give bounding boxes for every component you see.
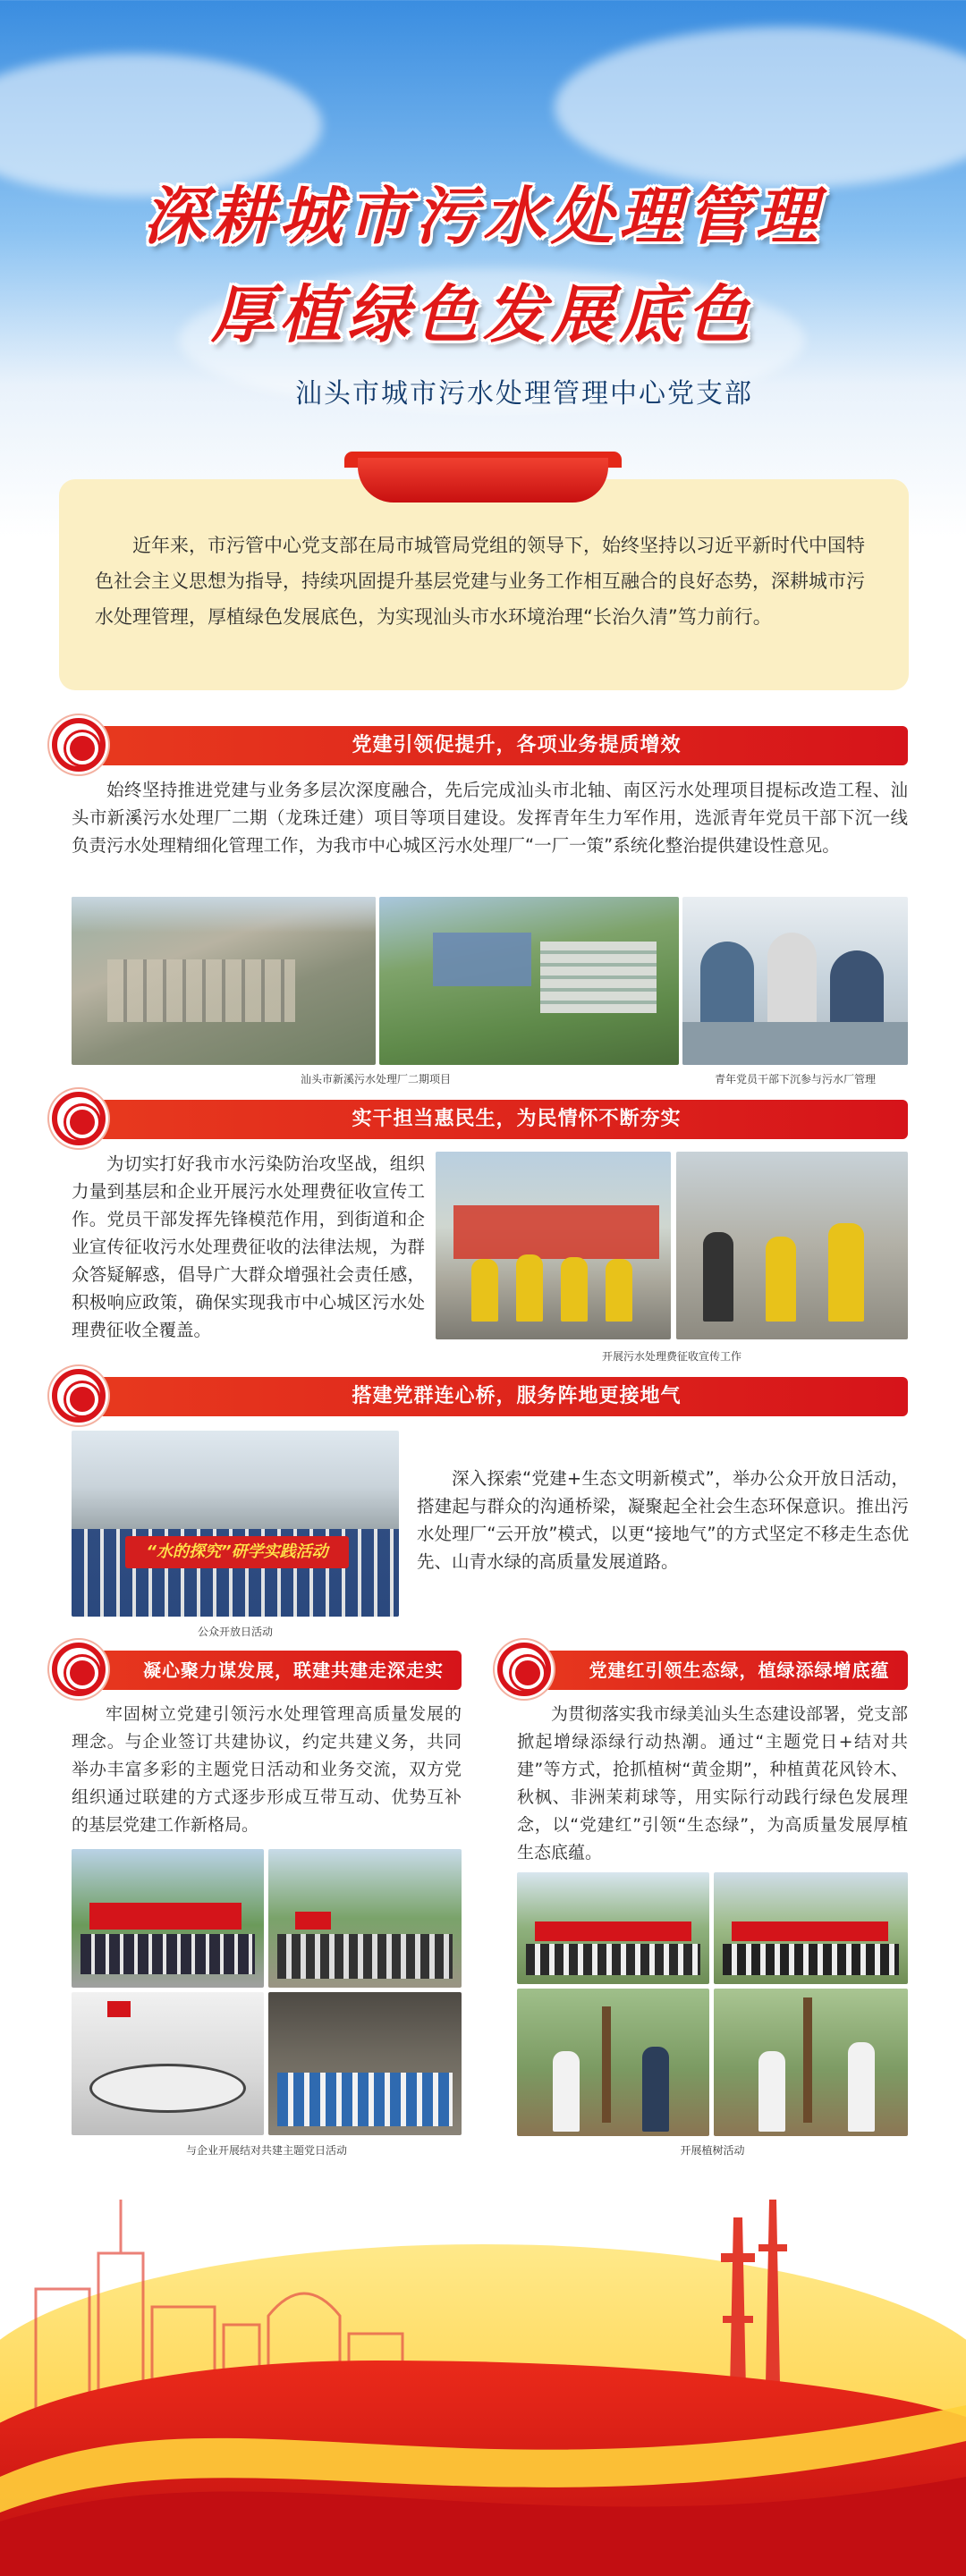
- section-2-heading: 实干担当惠民生，为民情怀不断夯实: [352, 1108, 682, 1130]
- photo-fee-publicity-shop: [676, 1152, 908, 1339]
- photo-hall-activity: [268, 1992, 462, 2135]
- main-title-line2: 厚植绿色发展底色: [211, 278, 755, 351]
- photo-tree-planting-2: [714, 1989, 908, 2136]
- caption-section-5: 开展植树活动: [680, 2144, 745, 2157]
- photo-tree-planting-group-2: [714, 1872, 908, 1984]
- section-3-heading: 搭建党群连心桥，服务阵地更接地气: [352, 1385, 682, 1407]
- open-day-banner: “水的探究”研学实践活动: [125, 1536, 349, 1568]
- photo-meeting: [72, 1992, 264, 2135]
- section-2-header: [72, 1100, 908, 1139]
- section-5-heading: 党建红引领生态绿，植绿添绿增底蕴: [589, 1660, 890, 1681]
- subtitle: 汕头市城市污水处理管理中心党支部: [295, 378, 753, 410]
- photo-tree-planting-1: [517, 1989, 709, 2136]
- section-1-heading: 党建引领促提升，各项业务提质增效: [352, 734, 682, 756]
- caption-section-2: 开展污水处理费征收宣传工作: [601, 1350, 741, 1363]
- section-4-heading: 凝心聚力谋发展，联建共建走深走实: [143, 1660, 444, 1681]
- caption-section-1b: 青年党员干部下沉参与污水厂管理: [714, 1073, 876, 1085]
- photo-young-staff-at-plant: [682, 897, 908, 1065]
- section-4-text: 牢固树立党建引领污水处理管理高质量发展的理念。与企业签订共建协议，约定共建义务，共同举办丰富多彩的主题党日活动和业务交流，双方党组织通过联建的方式逐步形成互带互动、优势互补的基层党建工作新格局。: [72, 1704, 462, 1835]
- cloud: [555, 27, 966, 188]
- section-icon: [52, 718, 106, 772]
- section-5-text: 为贯彻落实我市绿美汕头生态建设部署，党支部掀起增绿添绿行动热潮。通过“主题党日+结对共建”等方式，抢抓植树“黄金期”，种植黄花风铃木、秋枫、非洲茉莉球等，用实际行动践行绿色发展理念，以“党建红”引领“生态绿”，为高质量发展厚植生态底蕴。: [517, 1704, 909, 1862]
- section-icon: [497, 1643, 551, 1696]
- section-1-header: [72, 726, 908, 765]
- intro-tab-decoration: [358, 458, 608, 503]
- intro-text: 近年来，市污管中心党支部在局市城管局党组的领导下，始终坚持以习近平新时代中国特色社会主义思想为指导，持续巩固提升基层党建与业务工作相互融合的良好态势，深耕城市污水处理管理，厚植绿色发展底色，为实现汕头市水环境治理“长治久清”笃力前行。: [59, 479, 909, 690]
- section-3-header: [72, 1377, 908, 1416]
- photo-open-day-group: [72, 1431, 399, 1617]
- photo-joint-party-day-1: [72, 1849, 264, 1988]
- photo-wastewater-plant-construction: [72, 897, 376, 1065]
- caption-section-4: 与企业开展结对共建主题党日活动: [185, 2144, 347, 2157]
- caption-section-3: 公众开放日活动: [197, 1626, 273, 1638]
- section-icon: [52, 1643, 106, 1696]
- photo-joint-party-day-2: [268, 1849, 462, 1988]
- section-2-text: 为切实打好我市水污染防治攻坚战，组织力量到基层和企业开展污水处理费征收宣传工作。党员干部发挥先锋模范作用，到街道和企业宣传征收污水处理费征收的法律法规，为群众答疑解惑，倡导广大群众增强社会责任感，积极响应政策，确保实现我市中心城区污水处理费征收全覆盖。: [72, 1153, 425, 1340]
- section-icon: [52, 1092, 106, 1145]
- main-title-line1: 深耕城市污水处理管理: [143, 180, 823, 253]
- section-icon: [52, 1369, 106, 1423]
- section-3-text: 深入探索“党建+生态文明新模式”，举办公众开放日活动，搭建起与群众的沟通桥梁，凝聚起全社会生态环保意识。推出污水处理厂“云开放”模式，以更“接地气”的方式坚定不移走生态优先、山青水绿的高质量发展道路。: [417, 1468, 909, 1572]
- section-1-text: 始终坚持推进党建与业务多层次深度融合，先后完成汕头市北轴、南区污水处理项目提标改造工程、汕头市新溪污水处理厂二期（龙珠迁建）项目等项目建设。发挥青年生力军作用，选派青年党员干部下沉一线负责污水处理精细化管理工作，为我市中心城区污水处理厂“一厂一策”系统化整治提供建设性意见。: [72, 780, 908, 856]
- photo-wastewater-plant-aerial: [379, 897, 679, 1065]
- photo-tree-planting-group-1: [517, 1872, 709, 1984]
- section-4-header: [72, 1651, 462, 1690]
- ribbon-decoration: [0, 2325, 966, 2576]
- caption-section-1a: 汕头市新溪污水处理厂二期项目: [300, 1073, 451, 1085]
- photo-fee-publicity-street: [436, 1152, 671, 1339]
- section-5-header: [517, 1651, 908, 1690]
